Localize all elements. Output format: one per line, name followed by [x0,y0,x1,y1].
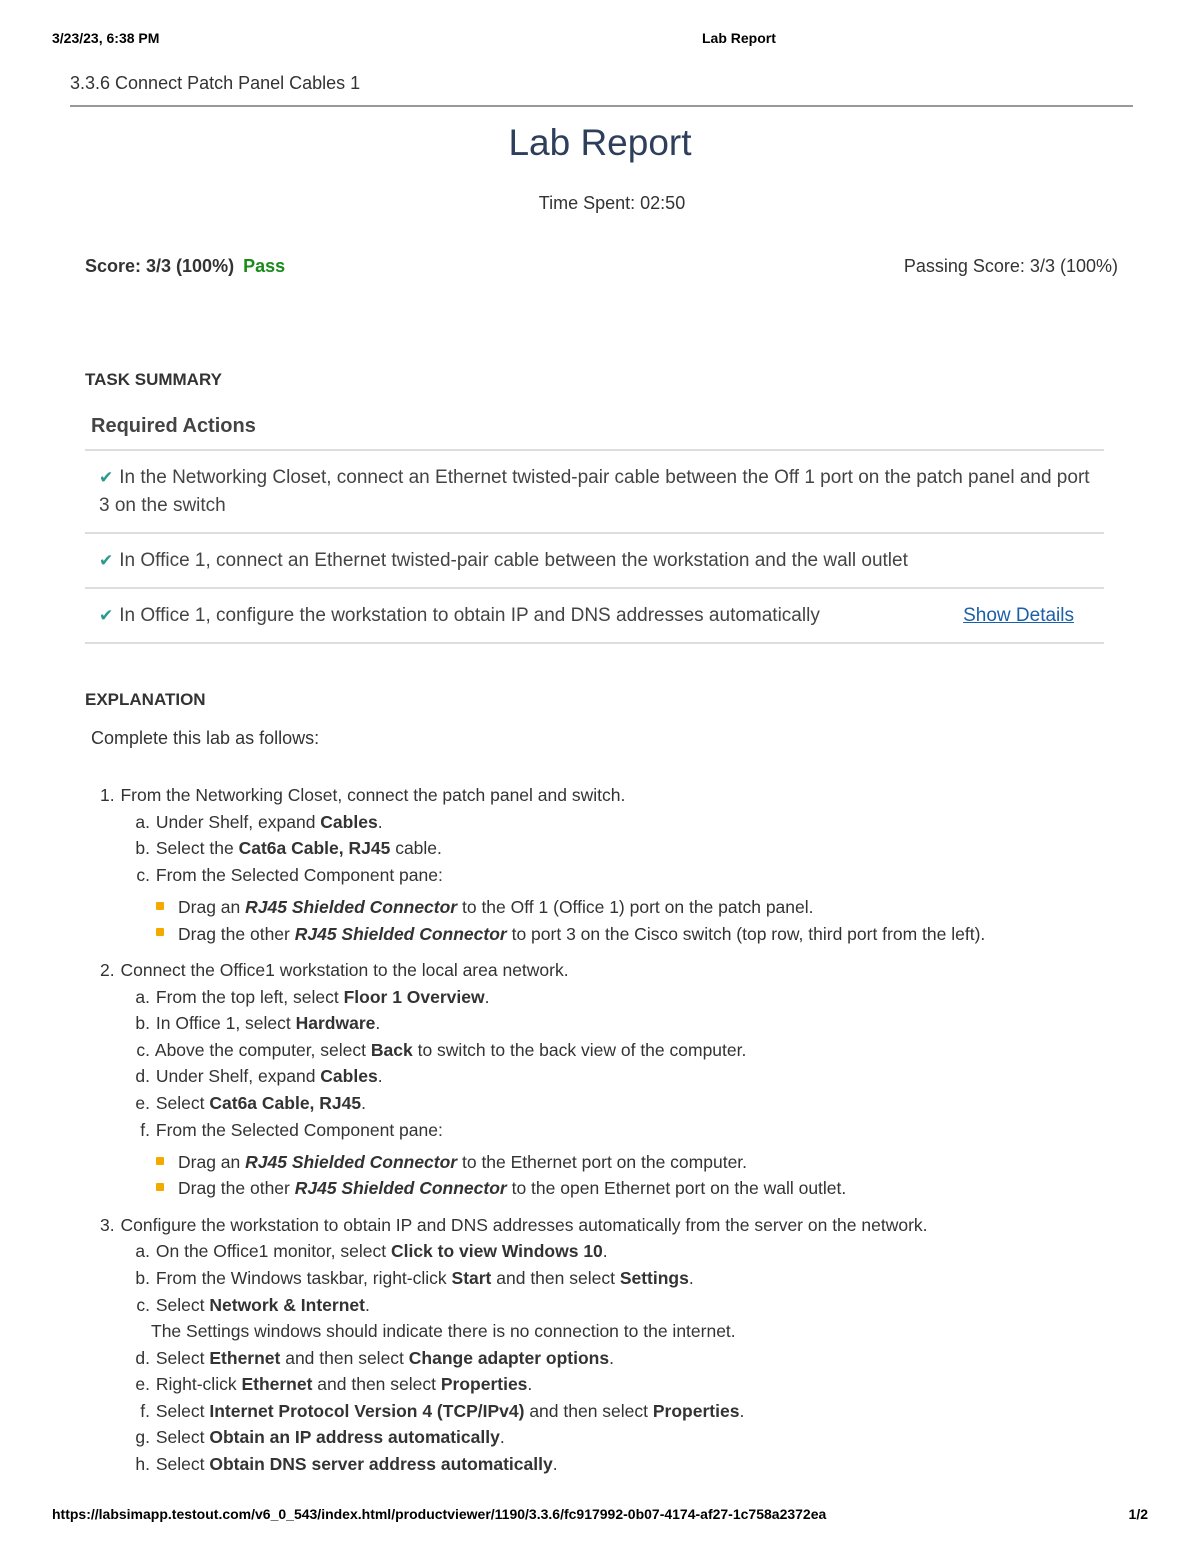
substep [100,1037,985,1064]
check-icon: ✔ [99,606,114,625]
substep-text: . [361,1092,366,1113]
substep-text: Select [155,1427,210,1448]
substep-text: Select [155,1400,210,1421]
substep-text: On the Office1 monitor, select [155,1241,391,1262]
substep-label: a. [135,986,150,1007]
substep-text: Right-click [155,1374,242,1395]
bullet-text: to port 3 on the Cisco switch (top row, third port from the left). [506,923,986,944]
bullet-item [100,921,985,947]
lab-name: 3.3.6 Connect Patch Panel Cables 1 [70,73,361,93]
substep [100,1398,985,1425]
ui-term: Obtain DNS server address automatically [209,1454,553,1475]
ui-term: Start [451,1267,492,1288]
substep-label: c. [136,864,150,885]
substep-text: Select [155,1347,210,1368]
ui-term: Cables [320,1066,378,1087]
substep-text: Select [155,1092,210,1113]
action-item [85,451,1104,534]
substep-label: h. [135,1454,150,1475]
ui-term: Floor 1 Overview [343,986,485,1007]
bullet-item [100,1149,985,1175]
passing-score: Passing Score: 3/3 (100%) [903,256,1118,276]
bullet-icon [156,1157,164,1165]
substep-text: Select [155,1454,210,1475]
substep-text: From the Windows taskbar, right-click [155,1267,452,1288]
substep-label: f. [140,1119,150,1140]
substep-text: . [602,1241,608,1262]
substep-text: . [364,1294,370,1315]
substep-label: b. [135,1013,150,1034]
substep-text: cable. [390,838,442,859]
step-text: Configure the workstation to obtain IP and DNS addresses automatically from the server on the network. [120,1214,928,1235]
substep [100,1451,985,1478]
substep-text: . [739,1400,745,1421]
header-divider [70,105,1133,107]
substep-label: d. [135,1347,150,1368]
substep [100,1010,985,1037]
bullet-icon [156,1183,164,1191]
substep-text: to switch to the back view of the computer. [412,1039,747,1060]
action-text: In Office 1, configure the workstation to obtain IP and DNS addresses automatically [119,605,820,626]
bullet-text: to the open Ethernet port on the wall outlet. [506,1178,847,1199]
substep [100,1292,985,1319]
page-title: Lab Report [508,122,692,163]
bullet-text: to the Ethernet port on the computer. [457,1152,748,1173]
substep-text: . [552,1454,558,1475]
substep-text: Select [155,1294,210,1315]
bullet-text: to the Off 1 (Office 1) port on the patch panel. [457,897,814,918]
substep-text: From the Selected Component pane: [155,1119,443,1140]
substep-text: and then select [312,1374,441,1395]
ui-term: Properties [440,1374,528,1395]
page-number: 1/2 [1128,1506,1148,1522]
substep-label: a. [135,1241,150,1262]
ui-term: Properties [652,1400,740,1421]
required-actions-list [85,449,1104,644]
substep-label: a. [135,811,150,832]
ui-term: Cat6a Cable, RJ45 [209,1092,362,1113]
substep-text: Select the [155,838,239,859]
bullet-icon [156,928,164,936]
pass-status: Pass [243,256,286,276]
substep [100,1424,985,1451]
substep-text: . [375,1013,381,1034]
substep-text: Above the computer, select [154,1039,371,1060]
substep-text: In Office 1, select [155,1013,296,1034]
step-text: From the Networking Closet, connect the patch panel and switch. [120,785,626,805]
substep-text: . [499,1427,505,1448]
time-spent: Time Spent: 02:50 [538,193,686,213]
substep-text: . [609,1347,614,1368]
check-icon: ✔ [99,468,114,487]
substep-text: . [688,1267,694,1288]
ui-term: Ethernet [241,1374,313,1395]
step-text: Connect the Office1 workstation to the local area network. [120,959,569,980]
substep [100,1238,985,1265]
substep [100,1063,985,1090]
ui-term: Ethernet [209,1347,281,1368]
ui-term: Network & Internet [209,1294,365,1315]
print-date: 3/23/23, 6:38 PM [52,30,160,46]
substep [100,809,985,836]
substep-text: . [527,1374,533,1395]
print-header [52,30,1148,50]
substep-note: The Settings windows should indicate there is no connection to the internet. [151,1321,736,1342]
step-3 [100,1212,985,1239]
substep-label: b. [135,1267,150,1288]
ui-term: Click to view Windows 10 [390,1241,603,1262]
bullet-item [100,1175,985,1201]
substep [100,835,985,862]
action-text: In Office 1, connect an Ethernet twisted-pair cable between the workstation and the wall outlet [119,550,908,571]
substep-text: and then select [524,1400,653,1421]
ui-term: Cables [320,811,378,832]
explanation-steps [100,782,985,1478]
required-actions-title: Required Actions [91,415,256,437]
substep-text: From the top left, select [155,986,344,1007]
explanation-heading: EXPLANATION [85,690,206,709]
action-text: In the Networking Closet, connect an Ethernet twisted-pair cable between the Off 1 port on the patch panel and port 3 on the switch [99,467,1090,516]
step-number: 3. [100,1214,115,1235]
substep-text: . [377,1066,383,1087]
substep [100,1371,985,1398]
bullet-text: Drag the other [178,923,295,944]
substep-label: b. [135,838,150,859]
substep [100,1090,985,1117]
explanation-intro: Complete this lab as follows: [91,728,320,748]
substep-label: c. [136,1039,150,1060]
score-value: Score: 3/3 (100%) [85,256,235,276]
substep-text: and then select [280,1347,409,1368]
action-item [85,589,1104,644]
ui-term: Settings [619,1267,689,1288]
page-url: https://labsimapp.testout.com/v6_0_543/index.html/productviewer/1190/3.3.6/fc917992-0b07-4174-af27-1c758a2372ea [52,1506,827,1522]
substep-label: e. [135,1374,150,1395]
ui-term: RJ45 Shielded Connector [245,1152,458,1173]
substep [100,1345,985,1372]
bullet-item [100,894,985,920]
score [85,256,285,277]
bullet-text: Drag an [178,1152,246,1173]
task-summary-heading: TASK SUMMARY [85,370,222,389]
step-number: 1. [100,785,115,805]
substep [100,1265,985,1292]
substep-text: . [484,986,490,1007]
substep-label: d. [135,1066,150,1087]
ui-term: Hardware [295,1013,376,1034]
substep-text: . [377,811,383,832]
ui-term: RJ45 Shielded Connector [294,923,507,944]
substep [100,984,985,1011]
substep-text: Under Shelf, expand [155,811,321,832]
substep-label: f. [140,1400,150,1421]
check-icon: ✔ [99,551,114,570]
substep-text: and then select [491,1267,620,1288]
bullet-icon [156,902,164,910]
ui-term: Cat6a Cable, RJ45 [238,838,391,859]
step-2 [100,957,985,984]
substep-label: e. [135,1092,150,1113]
substep-label: g. [135,1427,150,1448]
step-number: 2. [100,959,115,980]
ui-term: Internet Protocol Version 4 (TCP/IPv4) [209,1400,525,1421]
ui-term: Change adapter options [408,1347,610,1368]
action-item [85,534,1104,589]
print-title: Lab Report [702,30,776,46]
ui-term: RJ45 Shielded Connector [245,897,458,918]
ui-term: Back [370,1039,413,1060]
bullet-text: Drag the other [178,1178,295,1199]
substep-text: Under Shelf, expand [155,1066,321,1087]
substep-label: c. [136,1294,150,1315]
ui-term: Obtain an IP address automatically [209,1427,500,1448]
substep [100,862,985,889]
substep-text: From the Selected Component pane: [155,864,443,885]
bullet-text: Drag an [178,897,246,918]
substep [100,1117,985,1144]
ui-term: RJ45 Shielded Connector [294,1178,507,1199]
show-details-link[interactable]: Show Details [963,605,1074,626]
step-1 [100,782,985,809]
